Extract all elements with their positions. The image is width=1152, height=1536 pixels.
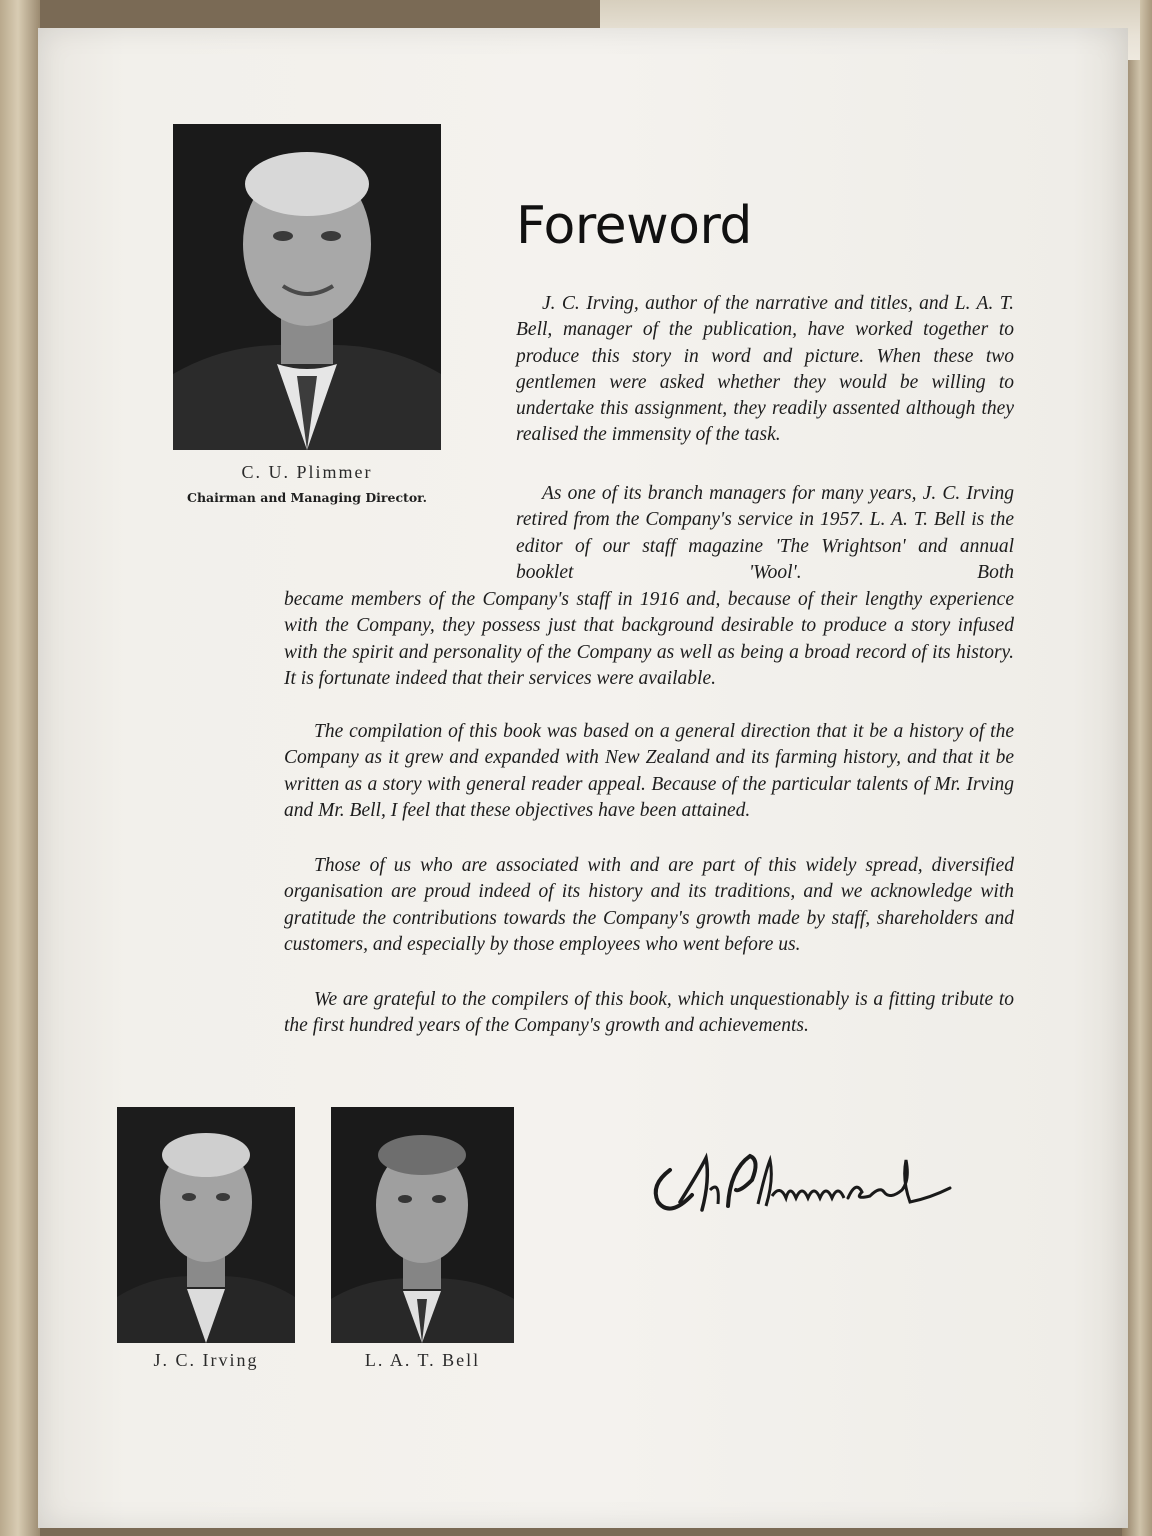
page-title: Foreword [516, 196, 752, 256]
paragraph-5: We are grateful to the compilers of this book, which unquestionably is a fitting tribute to the first hundred years of the Company's growth and achievements. [284, 989, 1014, 1037]
paragraph-4: Those of us who are associated with and are part of this widely spread, diversified organisation are proud indeed of its history and its traditions, and we acknowledge with gratitude the contributions towards the Company's growth made by staff, shareholders and customers, and especially by those employees who went before us. [284, 855, 1014, 955]
paragraph-3: The compilation of this book was based on a general direction that it be a history of the Company as it grew and expanded with New Zealand and its farming history, and that it be written as a story with general reader appeal. Because of the particular talents of Mr. Irving and Mr. Bell, I feel that these objectives have been attained. [284, 721, 1014, 821]
irving-name-caption: J. C. Irving [153, 1350, 259, 1370]
chairman-title-caption: Chairman and Managing Director. [187, 490, 427, 505]
chairman-portrait-photo [173, 124, 441, 450]
paragraph-2-part-2: became members of the Company's staff in 1916 and, because of their lengthy experience with the Company, they possess just that background desirable to produce a story infused with the spirit and personality of the Company as well as being a broad record of its history. It is fortunate indeed that their services were available. [284, 589, 1014, 689]
book-cover-edge-left [0, 0, 40, 1536]
paragraph-2-part-1: As one of its branch managers for many years, J. C. Irving retired from the Company's service in 1957. L. A. T. Bell is the editor of our staff magazine 'The Wrightson' and annual booklet 'Wool'. Both [516, 483, 1014, 583]
chairman-name-caption: C. U. Plimmer [241, 462, 373, 482]
bell-portrait-photo [331, 1107, 514, 1343]
paragraph-1: J. C. Irving, author of the narrative and titles, and L. A. T. Bell, manager of the publication, have worked together to produce this story in word and picture. When these two gentlemen were asked whether they would be willing to undertake this assignment, they readily assented although they realised the immensity of the task. [516, 293, 1014, 446]
handwritten-signature [640, 1140, 970, 1230]
irving-portrait-photo [117, 1107, 295, 1343]
bell-name-caption: L. A. T. Bell [364, 1350, 481, 1370]
